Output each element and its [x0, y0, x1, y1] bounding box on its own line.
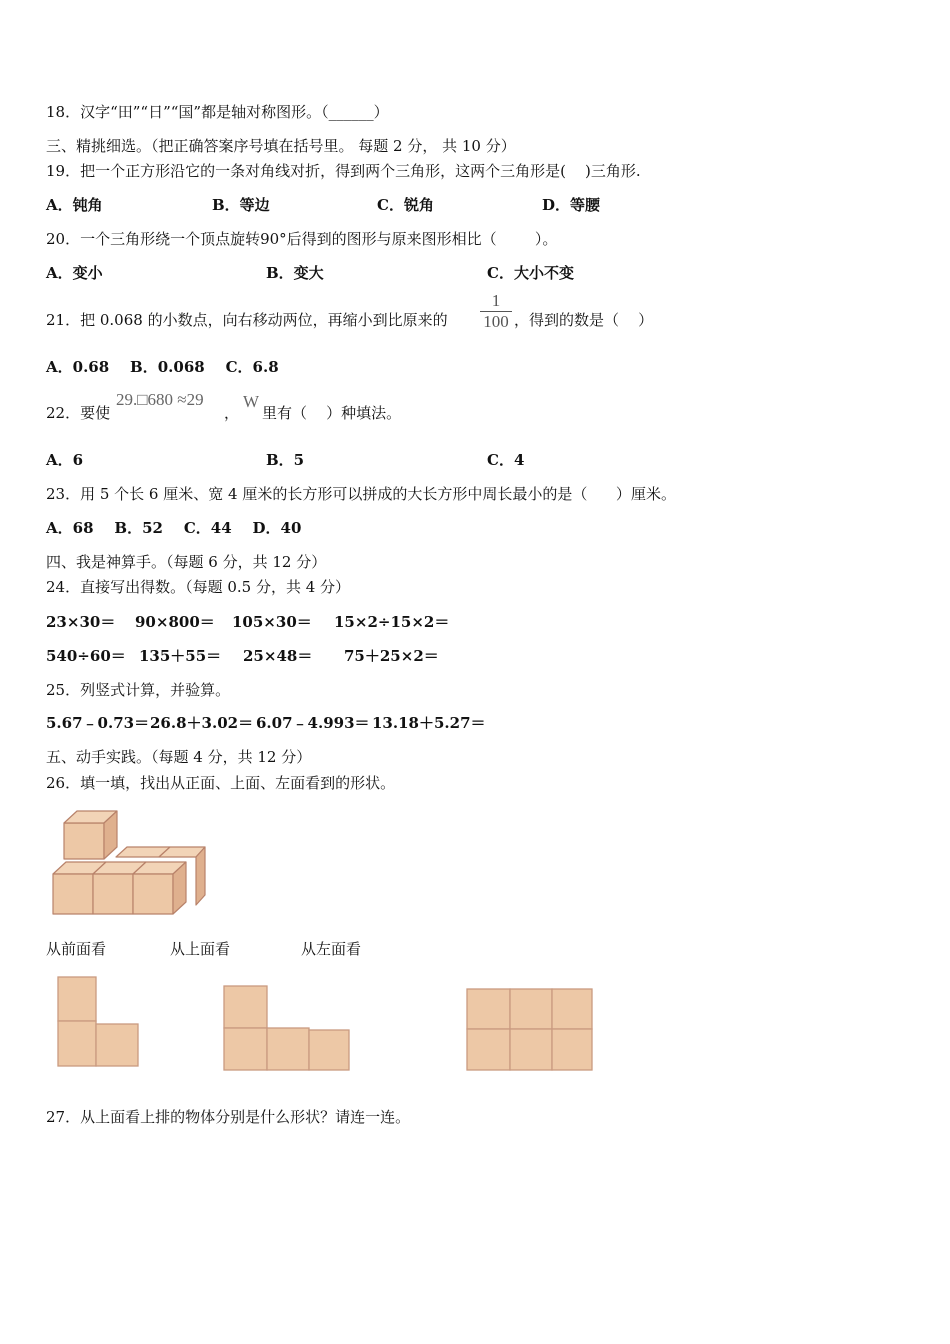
calc-2: 90×800＝	[135, 613, 215, 631]
view-shape-1	[55, 975, 143, 1071]
q22-option-c: C．4	[487, 451, 525, 469]
section-5-title: 五、动手实践。（每题 4 分，共 12 分）	[46, 748, 312, 766]
calc-8: 75＋25×2＝	[344, 647, 439, 665]
question-26-stem: 26．填一填，找出从正面、上面、左面看到的形状。	[46, 774, 396, 792]
question-22-comma: ，	[224, 404, 240, 422]
q19-option-c: C．锐角	[377, 196, 434, 214]
section-3-title: 三、精挑细选。（把正确答案序号填在括号里。 每题 2 分， 共 10 分）	[46, 137, 516, 155]
calc-3: 105×30＝	[232, 613, 312, 631]
calc-1: 23×30＝	[46, 613, 116, 631]
q19-option-d: D．等腰	[542, 196, 601, 214]
calc-6: 135＋55＝	[139, 647, 222, 665]
question-27-stem: 27．从上面看上排的物体分别是什么形状？请连一连。	[46, 1108, 411, 1126]
q19-option-a: A．钝角	[46, 196, 103, 214]
cube-stack-figure	[46, 803, 208, 919]
q20-option-c: C．大小不变	[487, 264, 574, 282]
view-label-top: 从上面看	[170, 940, 231, 958]
view-label-left: 从左面看	[301, 940, 362, 958]
w-placeholder: W	[243, 392, 260, 411]
q19-option-b: B．等边	[212, 196, 270, 214]
q23-options: A．68 B．52 C．44 D．40	[46, 519, 302, 537]
fraction-numerator: 1	[491, 291, 501, 310]
question-21-stem-b: ，得到的数是（ ）	[514, 311, 654, 329]
approx-expression: 29.□680 ≈29	[116, 390, 204, 409]
section-4-title: 四、我是神算手。（每题 6 分，共 12 分）	[46, 553, 327, 571]
q21-options: A．0.68 B．0.068 C．6.8	[46, 358, 279, 376]
calc-7: 25×48＝	[243, 647, 313, 665]
q20-option-a: A．变小	[46, 264, 103, 282]
question-20-stem: 20．一个三角形绕一个顶点旋转90°后得到的图形与原来图形相比（ ）。	[46, 230, 558, 248]
q22-option-a: A．6	[46, 451, 84, 469]
calc-4: 15×2÷15×2＝	[334, 613, 450, 631]
question-22-stem-b: 里有（ ）种填法。	[262, 404, 402, 422]
question-21-stem-a: 21．把 0.068 的小数点，向右移动两位，再缩小到比原来的	[46, 311, 448, 329]
question-25-stem: 25．列竖式计算，并验算。	[46, 681, 231, 699]
vertical-calc-1: 5.67﹣0.73＝	[46, 714, 150, 732]
q22-option-b: B．5	[266, 451, 305, 469]
question-22-stem-a: 22．要使	[46, 404, 111, 422]
vertical-calc-4: 13.18＋5.27＝	[372, 714, 486, 732]
view-label-front: 从前面看	[46, 940, 107, 958]
question-23-stem: 23．用 5 个长 6 厘米、宽 4 厘米的长方形可以拼成的大长方形中周长最小的是（ ）厘米。	[46, 485, 676, 503]
vertical-calc-2: 26.8＋3.02＝	[150, 714, 254, 732]
question-18: 18．汉字“田”“日”“国”都是轴对称图形。（______）	[46, 103, 389, 121]
q20-option-b: B．变大	[266, 264, 324, 282]
view-shape-2	[220, 983, 354, 1075]
fraction-denominator: 100	[483, 312, 509, 331]
calc-5: 540÷60＝	[46, 647, 126, 665]
question-24-stem: 24．直接写出得数。（每题 0.5 分，共 4 分）	[46, 578, 351, 596]
vertical-calc-3: 6.07﹣4.993＝	[256, 714, 370, 732]
view-shape-3	[463, 986, 597, 1074]
question-19-stem: 19．把一个正方形沿它的一条对角线对折，得到两个三角形，这两个三角形是( )三角形.	[46, 162, 641, 180]
fraction-one-hundredth	[480, 292, 512, 331]
